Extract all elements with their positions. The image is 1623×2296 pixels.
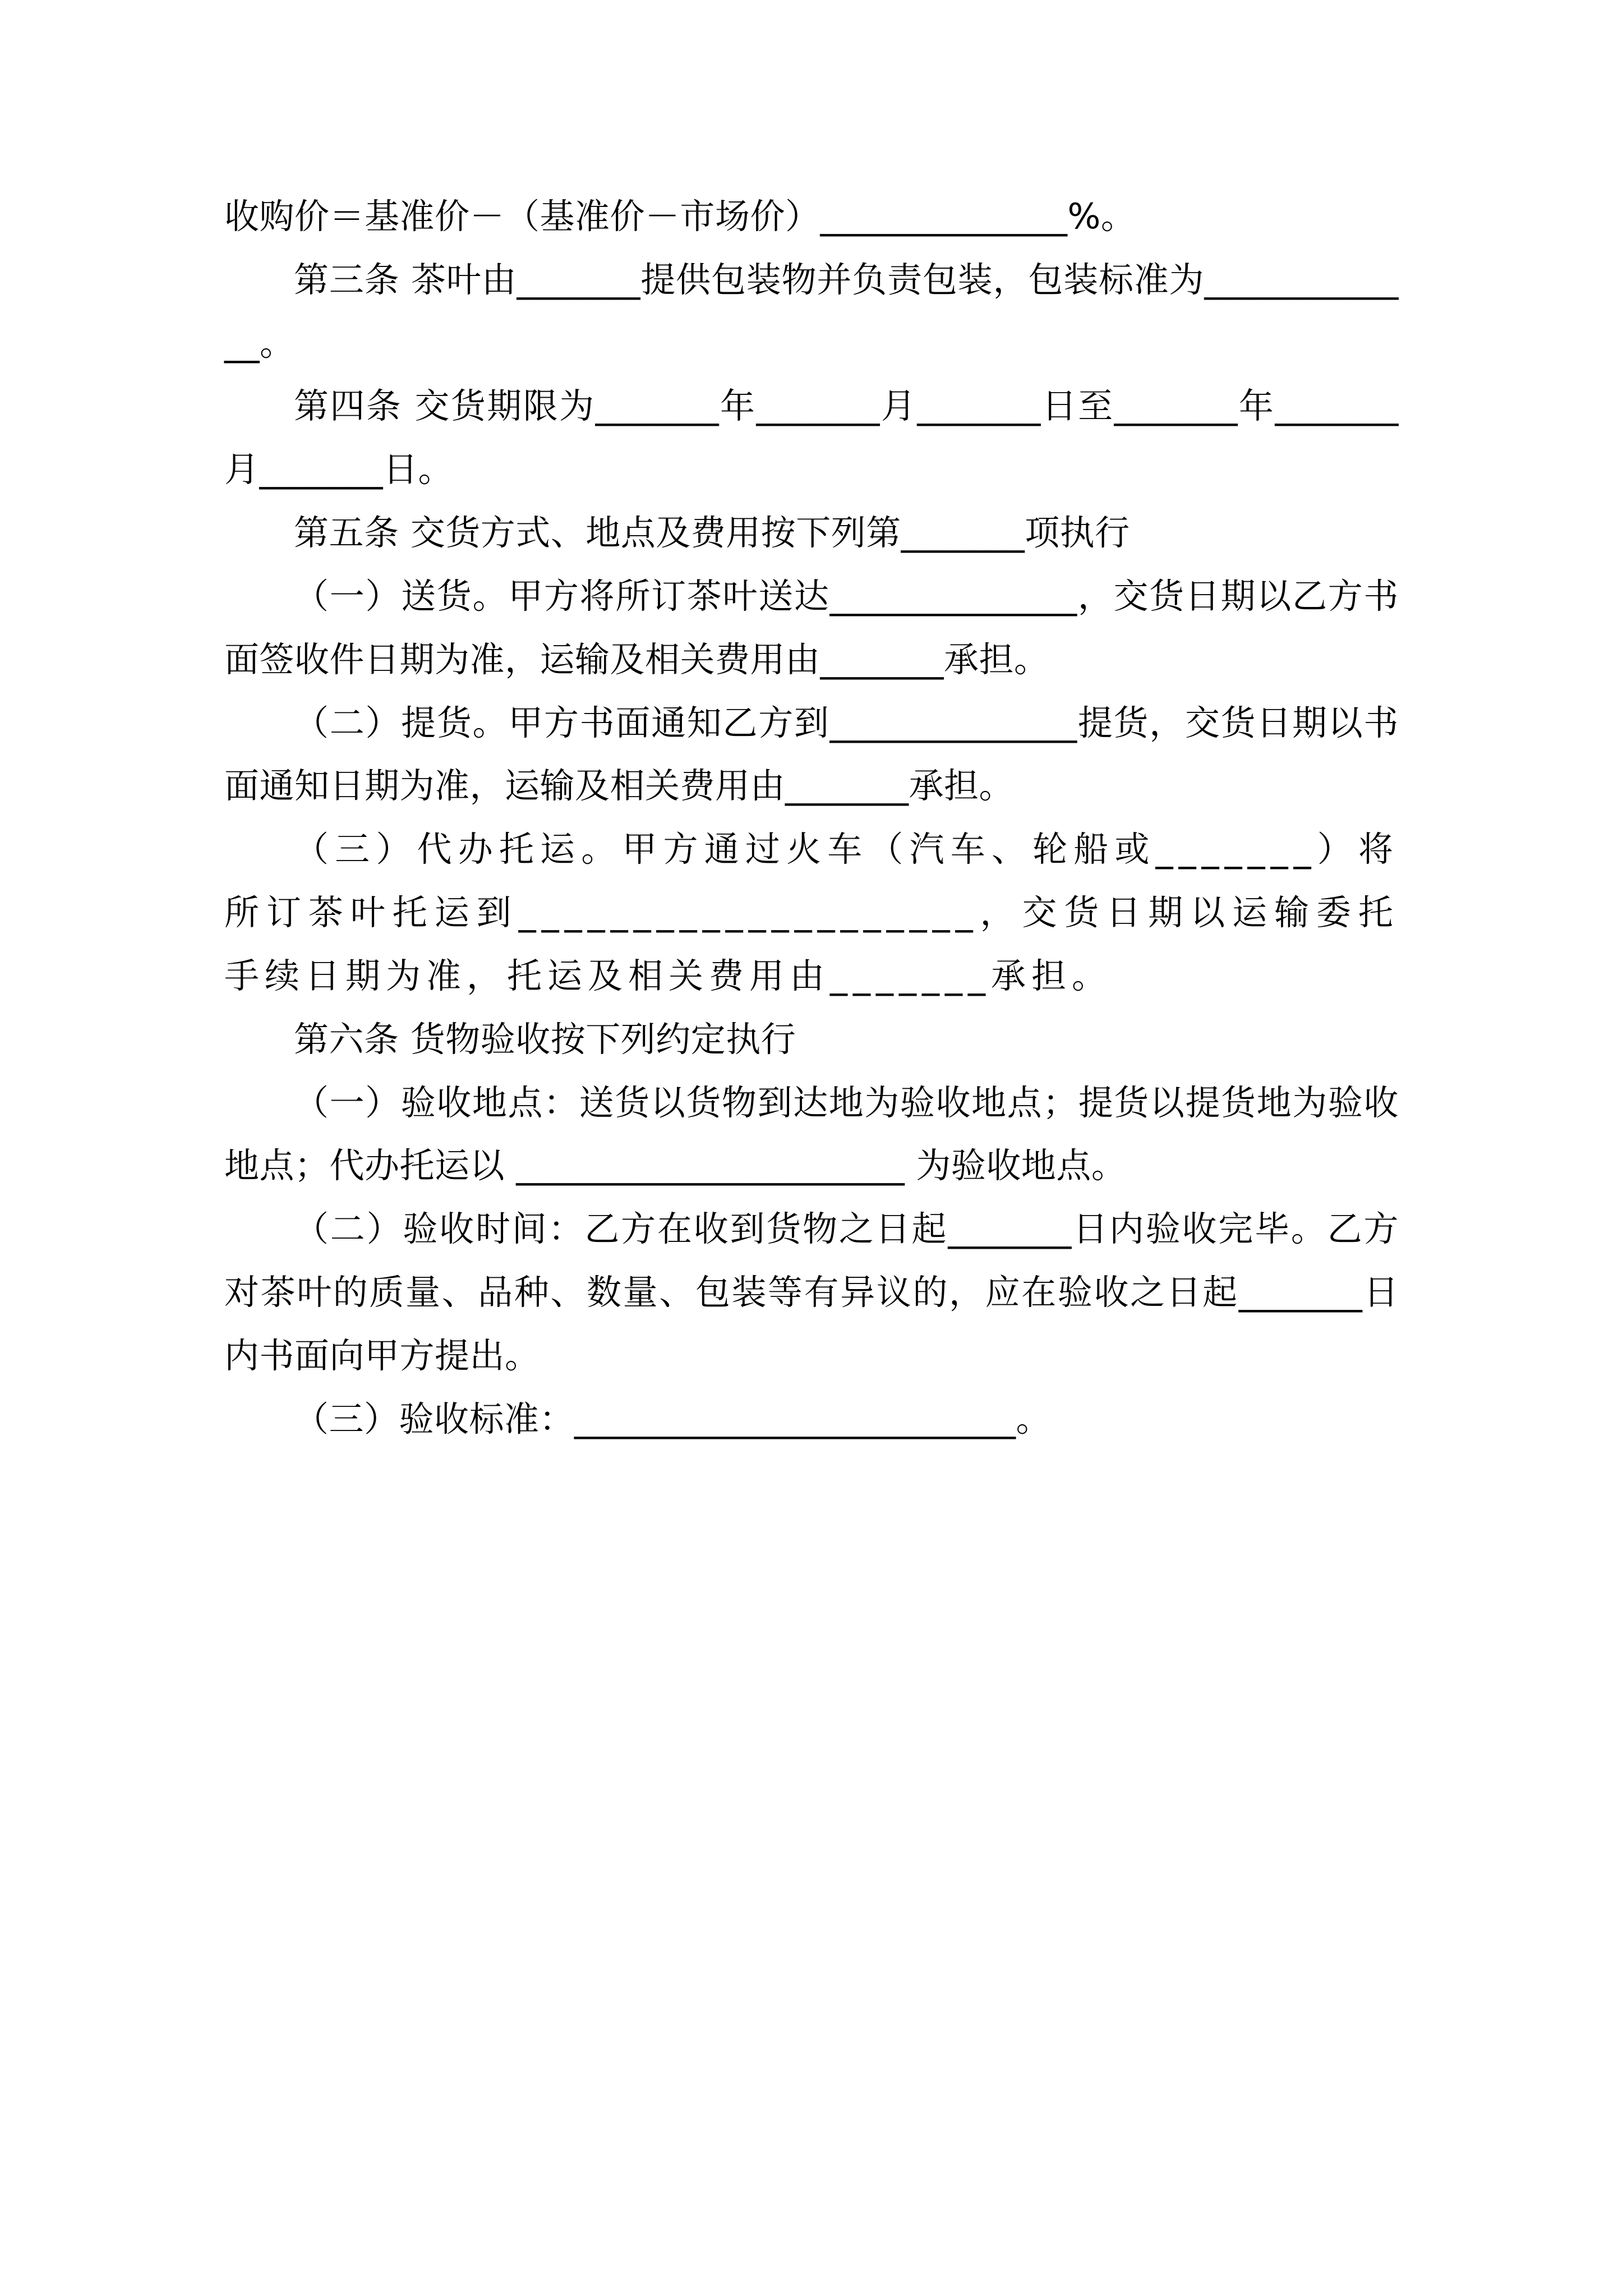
paragraph-article-5-item-2: （二）提货。甲方书面通知乙方到______________提货，交货日期以书面通知日期为准，运输及相关费用由_______承担。: [224, 702, 1399, 807]
paragraph-article-6-item-1: （一）验收地点：送货以货物到达地为验收地点；提货以提货地为验收地点；代办托运以 ______________________ 为验收地点。: [224, 1082, 1399, 1186]
paragraph-article-5: 第五条 交货方式、地点及费用按下列第_______项执行: [294, 512, 1130, 554]
paragraph-article-6-item-2: （二）验收时间：乙方在收到货物之日起_______日内验收完毕。乙方对茶叶的质量、品种、数量、包装等有异议的，应在验收之日起_______日内书面向甲方提出。: [224, 1208, 1399, 1376]
paragraph-article-5-item-1: （一）送货。甲方将所订茶叶送达______________，交货日期以乙方书面签收件日期为准，运输及相关费用由_______承担。: [224, 575, 1399, 680]
paragraph-article-6: 第六条 货物验收按下列约定执行: [294, 1018, 796, 1060]
paragraph-article-5-item-3: （三）代办托运。甲方通过火车（汽车、轮船或_______）将所订茶叶托运到____________________，交货日期以运输委托手续日期为准，托运及相关费用由_______承担。: [224, 829, 1399, 996]
paragraph-article-4: 第四条 交货期限为_______年_______月_______日至_______年_______月_______日。: [224, 385, 1399, 490]
document-body: [224, 185, 1399, 1451]
paragraph-article-6-item-3: （三）验收标准：_________________________。: [294, 1398, 1052, 1439]
paragraph-price-formula: 收购价＝基准价－（基准价－市场价）______________%。: [224, 196, 1136, 237]
paragraph-article-3: 第三条 茶叶由_______提供包装物并负责包装，包装标准为_____________。: [224, 259, 1399, 364]
